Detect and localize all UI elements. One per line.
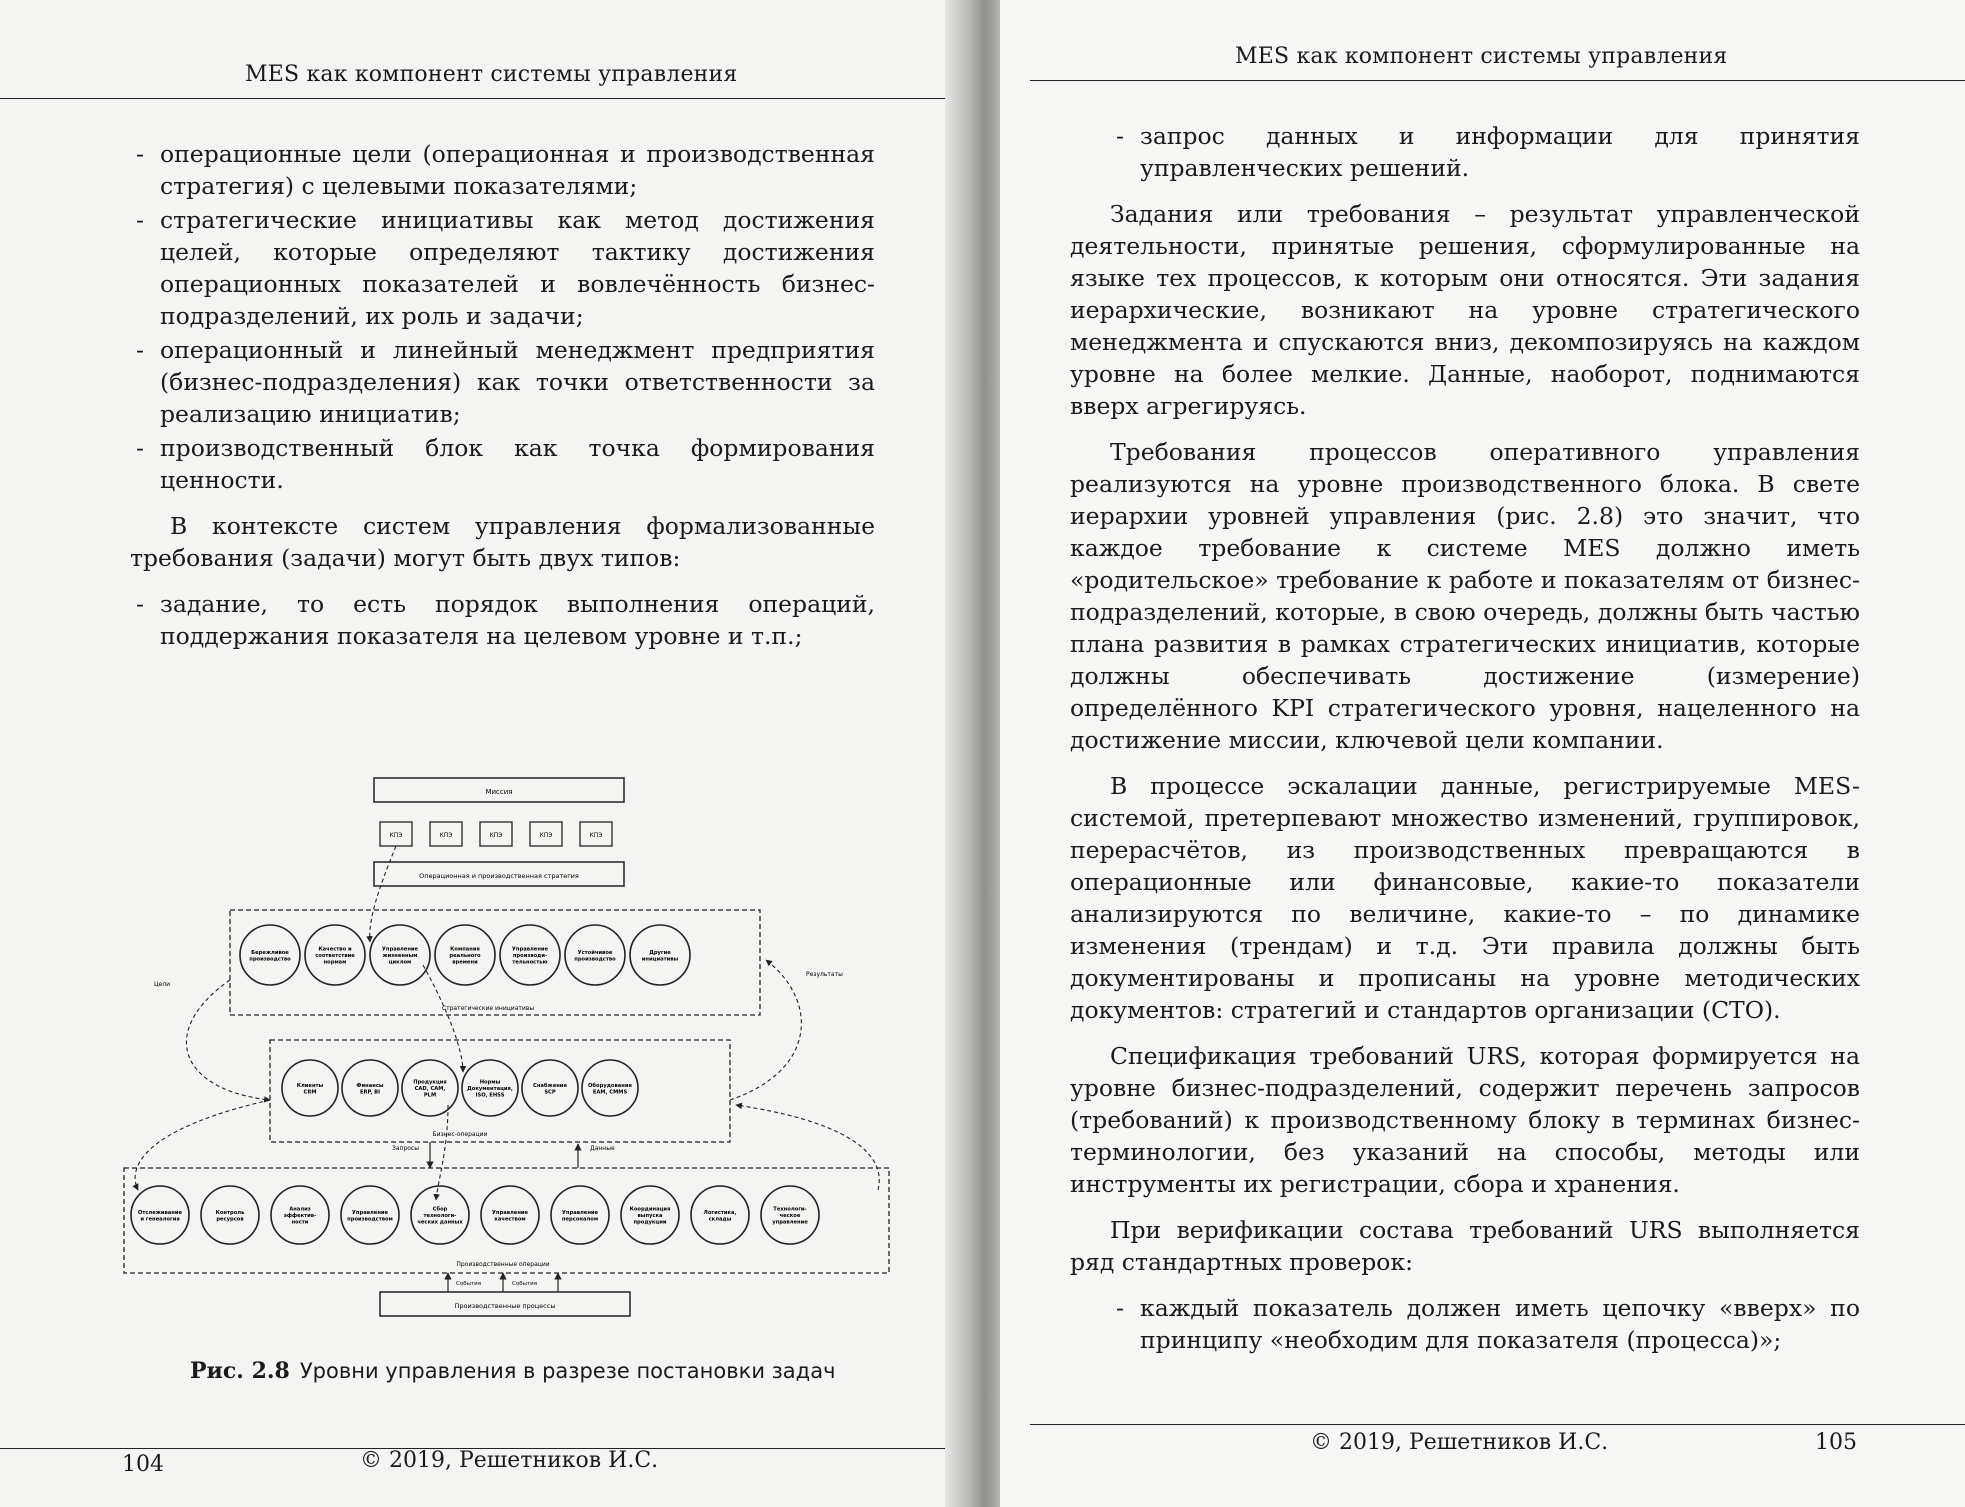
business-label bbox=[533, 1082, 567, 1096]
list-item: - операционный и линейный менеджмент предприятия (бизнес-подразделения) как точки ответственности за реализацию инициатив; bbox=[130, 334, 875, 430]
list-item: - каждый показатель должен иметь цепочку «вверх» по принципу «необходим для показателя (процесса)»; bbox=[1110, 1292, 1860, 1356]
paragraph: Требования процессов оперативного управления реализуются на уровне производственного блока. В свете иерархии уровней управления (рис. 2.8) это значит, что каждое требование к системе MES должно иметь «родительское» требование к работе и показателям от бизнес-подразделений, которые, в свою очередь, должны быть частью плана развития в рамках стратегических инициатив, которые должны обеспечивать достижение (измерение) определённого KPI стратегического уровня, нацеленного на достижение миссии, ключевой цели компании. bbox=[1070, 438, 1860, 754]
copyright-right: © 2019, Решетников И.С. bbox=[1310, 1430, 1609, 1455]
kpi-label: КПЭ bbox=[539, 832, 553, 839]
business-label bbox=[356, 1083, 384, 1096]
initiative-label-line: времени bbox=[452, 959, 478, 966]
business-label bbox=[413, 1080, 447, 1099]
production-circles bbox=[131, 1186, 819, 1244]
figure-caption bbox=[190, 1358, 835, 1384]
initiative-label bbox=[574, 949, 616, 963]
list-item: - производственный блок как точка формирования ценности. bbox=[130, 432, 875, 496]
production-label-line: Координация bbox=[629, 1206, 671, 1213]
production-label bbox=[417, 1206, 463, 1226]
business-label-line: Снабжение bbox=[533, 1082, 567, 1089]
events-label: События bbox=[512, 1281, 538, 1287]
initiative-label-line: Бережливое bbox=[251, 949, 289, 956]
production-label bbox=[347, 1210, 393, 1223]
production-label bbox=[562, 1210, 599, 1223]
production-label-line: Управление bbox=[351, 1209, 389, 1216]
initiative-label bbox=[642, 950, 679, 963]
production-label-line: Отслеживание bbox=[137, 1209, 183, 1216]
business-label bbox=[467, 1080, 513, 1099]
initiative-label bbox=[449, 947, 481, 966]
initiative-label-line: Качество и bbox=[318, 946, 352, 953]
initiative-label bbox=[382, 947, 419, 966]
initiative-label-line: Управление bbox=[511, 946, 549, 953]
initiative-label-line: Управление bbox=[381, 946, 419, 953]
processes-label: Производственные процессы bbox=[454, 1302, 556, 1310]
figure-2-8-diagram bbox=[118, 770, 893, 1320]
footer-rule-right bbox=[1030, 1424, 1965, 1425]
production-label-line: Логистика, bbox=[703, 1209, 737, 1216]
kpi-label: КПЭ bbox=[489, 832, 503, 839]
initiative-label-line: производи- bbox=[512, 953, 548, 959]
production-label-line: продукции bbox=[633, 1219, 667, 1226]
production-label-line: Сбор bbox=[432, 1206, 448, 1213]
flow-arrow bbox=[370, 846, 396, 942]
production-label-line: выпуска bbox=[637, 1213, 663, 1219]
production-label bbox=[630, 1207, 671, 1226]
production-label-line: управление bbox=[772, 1219, 808, 1226]
production-label-line: Управление bbox=[561, 1209, 599, 1216]
business-label bbox=[297, 1083, 324, 1096]
left-list-2 bbox=[130, 588, 875, 652]
goals-arrow bbox=[135, 1100, 270, 1190]
paragraph: Задания или требования – результат управленческой деятельности, принятые решения, сформулированные на языке тех процессов, к которым они относятся. Эти задания иерархические, возникают на уровне стратегического менеджмента и спускаются вниз, декомпозируясь на каждом уровне на более мелкие. Данные, наоборот, поднимаются вверх агрегируясь. bbox=[1070, 200, 1860, 420]
right-text bbox=[1070, 120, 1860, 1370]
production-label: Производственные операции bbox=[456, 1261, 550, 1268]
production-label bbox=[772, 1207, 808, 1226]
paragraph: Спецификация требований URS, которая формируется на уровне бизнес-подразделений, содержит перечень запросов (требований) к производственному блоку в терминах бизнес-терминологии, без указаний на способы, методы или инструменты их регистрации, сбора и хранения. bbox=[1070, 1042, 1860, 1198]
production-label bbox=[704, 1210, 737, 1223]
initiative-label-line: соответствие bbox=[315, 953, 355, 959]
production-label-line: качеством bbox=[494, 1216, 526, 1223]
right-list-0 bbox=[1110, 120, 1860, 184]
list-item: - задание, то есть порядок выполнения операций, поддержания показателя на целевом уровне и т.п.; bbox=[130, 588, 875, 652]
paragraph: В процессе эскалации данные, регистрируемые MES-системой, претерпевают множество изменений, группировок, перерасчётов, из производственных превращаются в операционные или финансовые, какие-то показатели анализируются по величине, какие-то – по динамике изменения (трендам) и т.д. Эти правила должны быть документированы и прописаны на уровне методических документов: стратегий и стандартов организации (СТО). bbox=[1070, 772, 1860, 1024]
production-label bbox=[138, 1210, 183, 1223]
header-rule-right bbox=[1030, 80, 1965, 81]
results-label: Результаты bbox=[806, 971, 843, 978]
business-label-line: SCP bbox=[544, 1089, 556, 1096]
production-label-line: ческих данных bbox=[417, 1219, 463, 1226]
production-label-line: производством bbox=[347, 1216, 393, 1223]
list-item: - стратегические инициативы как метод достижения целей, которые определяют тактику достижения операционных показателей и вовлечённость бизнес-подразделений, их роль и задачи; bbox=[130, 204, 875, 332]
business-label bbox=[588, 1082, 632, 1096]
production-label-line: Контроль bbox=[215, 1209, 245, 1216]
kpi-label: КПЭ bbox=[589, 832, 603, 839]
business-circles bbox=[282, 1060, 638, 1116]
management-levels-diagram bbox=[118, 770, 893, 1320]
initiative-label-line: производство bbox=[574, 956, 616, 963]
initiative-label bbox=[512, 947, 549, 966]
data-label: Данные bbox=[590, 1145, 615, 1152]
header-rule-left bbox=[0, 98, 950, 99]
caption-text: Уровни управления в разрезе постановки задач bbox=[299, 1359, 836, 1383]
business-label-line: ISO, EHSS bbox=[475, 1092, 505, 1099]
kpi-label: КПЭ bbox=[389, 832, 403, 839]
initiative-label-line: реального bbox=[449, 953, 481, 959]
results-arrow bbox=[730, 960, 801, 1100]
production-label bbox=[492, 1210, 529, 1223]
initiative-label-line: нормам bbox=[323, 959, 347, 966]
kpi-row bbox=[380, 822, 612, 846]
business-label-line: Продукция bbox=[413, 1079, 447, 1086]
running-head-left: MES как компонент системы управления bbox=[245, 62, 738, 87]
production-label-line: Анализ bbox=[289, 1206, 311, 1213]
initiative-label-line: тельностью bbox=[512, 959, 548, 966]
production-label-line: ности bbox=[291, 1219, 309, 1226]
initiatives-container bbox=[230, 910, 760, 1015]
kpi-label: КПЭ bbox=[439, 832, 453, 839]
initiative-label bbox=[315, 947, 355, 966]
running-head-right: MES как компонент системы управления bbox=[1235, 44, 1728, 69]
production-label-line: Технологи- bbox=[773, 1206, 807, 1213]
production-label-line: склады bbox=[708, 1216, 732, 1223]
initiative-label-line: инициативы bbox=[641, 956, 679, 963]
left-text bbox=[130, 138, 875, 666]
production-label-line: эффектив- bbox=[283, 1213, 317, 1219]
production-label-line: и генеалогия bbox=[140, 1216, 180, 1223]
right-page bbox=[1000, 0, 1965, 1507]
production-label-line: ресурсов bbox=[216, 1216, 244, 1223]
business-label-line: Нормы bbox=[479, 1079, 501, 1086]
paragraph: В контексте систем управления формализованные требования (задачи) могут быть двух типов: bbox=[130, 512, 875, 572]
initiative-label-line: циклом bbox=[388, 959, 412, 966]
production-label bbox=[284, 1207, 317, 1226]
right-list-end bbox=[1110, 1292, 1860, 1356]
results-arrow bbox=[736, 1105, 879, 1190]
left-list-1 bbox=[130, 138, 875, 496]
copyright-left: © 2019, Решетников И.С. bbox=[360, 1448, 659, 1473]
initiative-label-line: Компания bbox=[450, 946, 480, 953]
requests-label: Запросы bbox=[392, 1145, 419, 1152]
goals-arrow bbox=[186, 980, 270, 1100]
business-label-line: EAM, CMMS bbox=[592, 1089, 628, 1096]
initiative-label-line: Другие bbox=[649, 949, 671, 956]
production-label bbox=[216, 1210, 245, 1223]
list-item: - операционные цели (операционная и производственная стратегия) с целевыми показателями; bbox=[130, 138, 875, 202]
page-number-left: 104 bbox=[122, 1452, 164, 1477]
initiative-label-line: жизненным bbox=[382, 953, 418, 959]
business-label-line: Документация, bbox=[467, 1086, 513, 1092]
caption-label: Рис. 2.8 bbox=[190, 1358, 290, 1384]
production-label-line: Управление bbox=[491, 1209, 529, 1216]
initiatives-circles bbox=[240, 925, 690, 985]
strategy-label: Операционная и производственная стратегия bbox=[419, 872, 579, 880]
initiative-label bbox=[249, 950, 291, 963]
mission-label: Миссия bbox=[485, 788, 513, 796]
business-label-line: PLM bbox=[423, 1092, 437, 1099]
initiatives-label: Стратегические инициативы bbox=[441, 1005, 535, 1012]
business-label: Бизнес-операции bbox=[432, 1131, 488, 1138]
goals-label: Цели bbox=[154, 981, 171, 988]
business-label-line: Финансы bbox=[356, 1082, 384, 1089]
production-label-line: ческое bbox=[779, 1213, 801, 1219]
production-label-line: персоналом bbox=[561, 1216, 599, 1223]
business-label-line: ERP, BI bbox=[359, 1089, 381, 1096]
page-number-right: 105 bbox=[1815, 1430, 1857, 1455]
business-label-line: Оборудование bbox=[588, 1082, 632, 1089]
events-label: События bbox=[456, 1281, 482, 1287]
initiative-label-line: производство bbox=[249, 956, 291, 963]
business-label-line: CRM bbox=[303, 1089, 317, 1096]
left-page bbox=[0, 0, 960, 1507]
business-label-line: Клиенты bbox=[296, 1082, 324, 1089]
paragraph: При верификации состава требований URS выполняется ряд стандартных проверок: bbox=[1070, 1216, 1860, 1276]
initiative-label-line: Устойчивое bbox=[577, 949, 613, 956]
list-item: - запрос данных и информации для принятия управленческих решений. bbox=[1110, 120, 1860, 184]
production-label-line: технологи- bbox=[423, 1213, 457, 1219]
flow-arrow bbox=[423, 965, 463, 1072]
business-label-line: CAD, CAM, bbox=[414, 1086, 446, 1092]
